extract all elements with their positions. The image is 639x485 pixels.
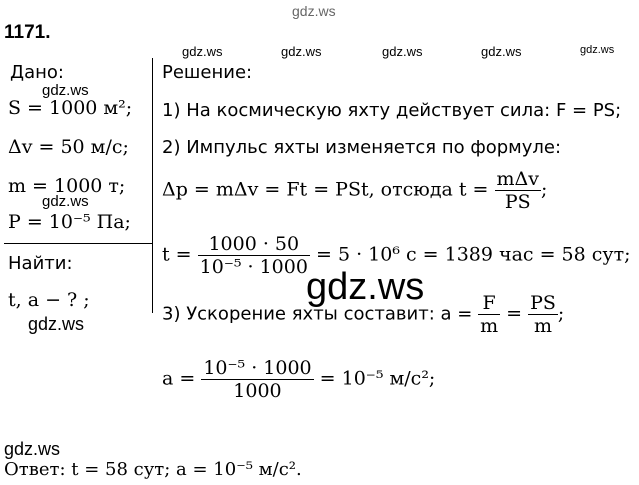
equals-sign: =: [500, 302, 529, 325]
solution-step-1: 1) На космическую яхту действует сила: F = PS;: [162, 100, 622, 121]
accel-fraction-2-den: m: [528, 314, 558, 337]
given-divider-vertical: [152, 58, 153, 313]
momentum-fraction: [495, 168, 541, 213]
find-value: t, a − ? ;: [8, 289, 90, 311]
accel-fraction-1-num: F: [482, 292, 496, 314]
watermark-row-3: gdz.ws: [382, 44, 423, 59]
accel-rhs: = 10⁻⁵ м/с²;: [319, 367, 436, 390]
momentum-lhs: Δp = mΔv = Ft = PSt, отсюда t =: [162, 178, 495, 201]
watermark-row-2: gdz.ws: [281, 44, 322, 59]
momentum-equation: [162, 168, 547, 213]
time-rhs: = 5 · 10⁶ с = 1389 час = 58 сут;: [315, 243, 631, 266]
accel-fraction-1: [478, 292, 500, 337]
watermark-left-mid: gdz.ws: [28, 314, 85, 334]
accel-fraction-2-num: PS: [530, 292, 556, 314]
accel-calc-fraction-num: 10⁻⁵ · 1000: [203, 357, 312, 379]
step-3-end: ;: [557, 302, 565, 325]
find-title: Найти:: [8, 253, 73, 274]
given-mass: m = 1000 т;: [8, 175, 126, 197]
given-velocity-change: Δv = 50 м/с;: [8, 136, 129, 158]
given-area: S = 1000 м²;: [8, 97, 133, 119]
time-fraction-num: 1000 · 50: [208, 233, 300, 255]
time-lhs: t =: [162, 243, 198, 266]
answer-line: Ответ: t = 58 сут; a = 10⁻⁵ м/с².: [4, 459, 302, 480]
accel-fraction-1-den: m: [480, 315, 499, 337]
watermark-given-2: gdz.ws: [42, 193, 89, 210]
accel-lhs: a =: [162, 367, 202, 390]
accel-fraction-2: [528, 292, 558, 337]
problem-number: 1171.: [4, 22, 51, 43]
time-fraction: [198, 233, 310, 278]
step-3-lhs: 3) Ускорение яхты составит: a =: [162, 303, 479, 325]
watermark-top: gdz.ws: [292, 3, 336, 19]
given-pressure: P = 10⁻⁵ Па;: [8, 211, 131, 233]
accel-calc-fraction: [201, 357, 313, 402]
given-divider-horizontal: [4, 243, 152, 244]
watermark-center: gdz.ws: [306, 266, 425, 308]
solution-title: Решение:: [162, 62, 253, 83]
solution-step-2: 2) Импульс яхты изменяется по формуле:: [162, 137, 562, 158]
accel-calc-fraction-den: 1000: [201, 379, 313, 402]
acceleration-calculation: [162, 357, 435, 402]
given-title: Дано:: [10, 62, 64, 83]
watermark-bottom: gdz.ws: [4, 439, 61, 459]
watermark-row-5: gdz.ws: [580, 44, 615, 56]
momentum-fraction-num: mΔv: [496, 168, 540, 190]
acceleration-formula: [162, 292, 564, 337]
momentum-end: ;: [541, 178, 548, 201]
momentum-fraction-den: PS: [495, 190, 541, 213]
watermark-row-1: gdz.ws: [182, 44, 223, 59]
watermark-row-4: gdz.ws: [481, 44, 522, 59]
time-fraction-den: 10⁻⁵ · 1000: [199, 256, 308, 278]
watermark-given-1: gdz.ws: [42, 82, 89, 99]
